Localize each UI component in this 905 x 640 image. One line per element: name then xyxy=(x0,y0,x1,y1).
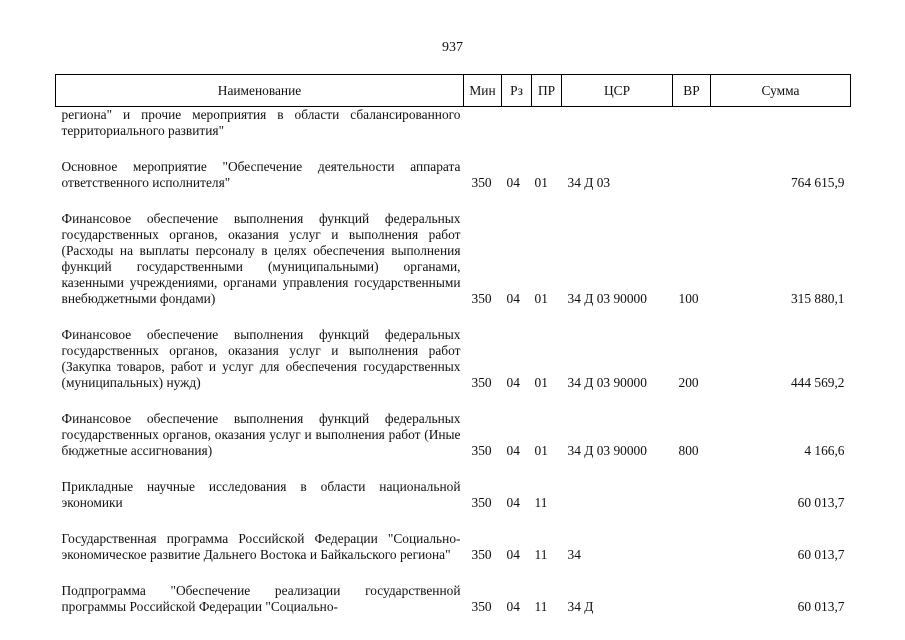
cell-sum: 4 166,6 xyxy=(804,443,845,458)
header-name: Наименование xyxy=(56,75,464,107)
table-header xyxy=(56,75,851,107)
cell-name: Финансовое обеспечение выполнения функций федеральных государственных органов, оказания услуг и выполнения работ (Иные бюджетные ассигнования) xyxy=(61,411,461,458)
cell-sum: 315 880,1 xyxy=(790,291,845,306)
table-row xyxy=(56,159,851,191)
table-row xyxy=(56,411,851,459)
cell-pr: 01 xyxy=(534,443,548,458)
cell-vr xyxy=(673,479,711,511)
table-row xyxy=(56,531,851,563)
cell-vr: 100 xyxy=(678,291,699,306)
cell-csr: 34 Д 03 90000 xyxy=(567,443,647,458)
cell-csr xyxy=(562,107,673,140)
cell-rz: 04 xyxy=(506,599,520,614)
cell-min: 350 xyxy=(471,599,492,614)
cell-sum: 60 013,7 xyxy=(797,495,845,510)
cell-pr: 11 xyxy=(534,495,548,510)
table-row xyxy=(56,211,851,307)
cell-vr xyxy=(673,531,711,563)
row-spacer xyxy=(56,563,851,583)
cell-min xyxy=(464,107,502,140)
cell-rz: 04 xyxy=(506,547,520,562)
row-spacer xyxy=(56,307,851,327)
row-spacer xyxy=(56,511,851,531)
cell-csr xyxy=(562,479,673,511)
cell-vr xyxy=(673,583,711,615)
cell-rz: 04 xyxy=(506,495,520,510)
cell-pr: 01 xyxy=(534,375,548,390)
cell-name: Основное мероприятие "Обеспечение деятельности аппарата ответственного исполнителя" xyxy=(61,159,461,190)
cell-name: Финансовое обеспечение выполнения функций федеральных государственных органов, оказания услуг и выполнения работ (Расходы на выплаты персоналу в целях обеспечения выполнения функций государственными (муниципальными) органами, казенными учреждениями, органами управления государственными внебюджетными фондами) xyxy=(61,211,461,306)
cell-csr: 34 Д 03 90000 xyxy=(567,291,647,306)
cell-vr: 800 xyxy=(678,443,699,458)
cell-min: 350 xyxy=(471,547,492,562)
cell-name: Прикладные научные исследования в области национальной экономики xyxy=(61,479,461,510)
row-spacer xyxy=(56,139,851,159)
header-csr: ЦСР xyxy=(562,75,673,107)
row-spacer xyxy=(56,191,851,211)
header-pr: ПР xyxy=(532,75,562,107)
cell-pr: 01 xyxy=(534,175,548,190)
cell-sum: 444 569,2 xyxy=(790,375,845,390)
cell-rz xyxy=(502,107,532,140)
header-min: Мин xyxy=(464,75,502,107)
cell-name: Государственная программа Российской Федерации "Социально-экономическое развитие Дальнего Востока и Байкальского региона" xyxy=(61,531,461,562)
cell-vr xyxy=(673,159,711,191)
table-row xyxy=(56,479,851,511)
cell-rz: 04 xyxy=(506,291,520,306)
cell-rz: 04 xyxy=(506,175,520,190)
cell-pr xyxy=(532,107,562,140)
cell-pr: 01 xyxy=(534,291,548,306)
cell-vr xyxy=(673,107,711,140)
cell-csr: 34 xyxy=(567,547,581,562)
header-sum: Сумма xyxy=(711,75,851,107)
cell-min: 350 xyxy=(471,443,492,458)
cell-name: Финансовое обеспечение выполнения функций федеральных государственных органов, оказания услуг и выполнения работ (Закупка товаров, работ и услуг для обеспечения государственных (муниципальных) нужд) xyxy=(61,327,461,390)
cell-min: 350 xyxy=(471,375,492,390)
cell-name: Подпрограмма "Обеспечение реализации государственной программы Российской Федерации "Социально- xyxy=(61,583,461,614)
cell-sum: 60 013,7 xyxy=(797,599,845,614)
table-body xyxy=(56,107,851,616)
cell-sum xyxy=(711,107,851,140)
row-spacer xyxy=(56,459,851,479)
table-row xyxy=(56,107,851,140)
table-row xyxy=(56,583,851,615)
cell-name: региона" и прочие мероприятия в области сбалансированного территориального развития" xyxy=(61,107,461,138)
cell-rz: 04 xyxy=(506,375,520,390)
cell-csr: 34 Д xyxy=(567,599,594,614)
cell-rz: 04 xyxy=(506,443,520,458)
cell-min: 350 xyxy=(471,291,492,306)
header-rz: Рз xyxy=(502,75,532,107)
cell-min: 350 xyxy=(471,495,492,510)
cell-sum: 60 013,7 xyxy=(797,547,845,562)
budget-table xyxy=(55,74,851,615)
page-number: 937 xyxy=(442,40,463,55)
table-row xyxy=(56,327,851,391)
row-spacer xyxy=(56,391,851,411)
cell-csr: 34 Д 03 xyxy=(567,175,611,190)
cell-pr: 11 xyxy=(534,547,548,562)
header-vr: ВР xyxy=(673,75,711,107)
cell-csr: 34 Д 03 90000 xyxy=(567,375,647,390)
cell-min: 350 xyxy=(471,175,492,190)
cell-vr: 200 xyxy=(678,375,699,390)
cell-pr: 11 xyxy=(534,599,548,614)
cell-sum: 764 615,9 xyxy=(790,175,845,190)
